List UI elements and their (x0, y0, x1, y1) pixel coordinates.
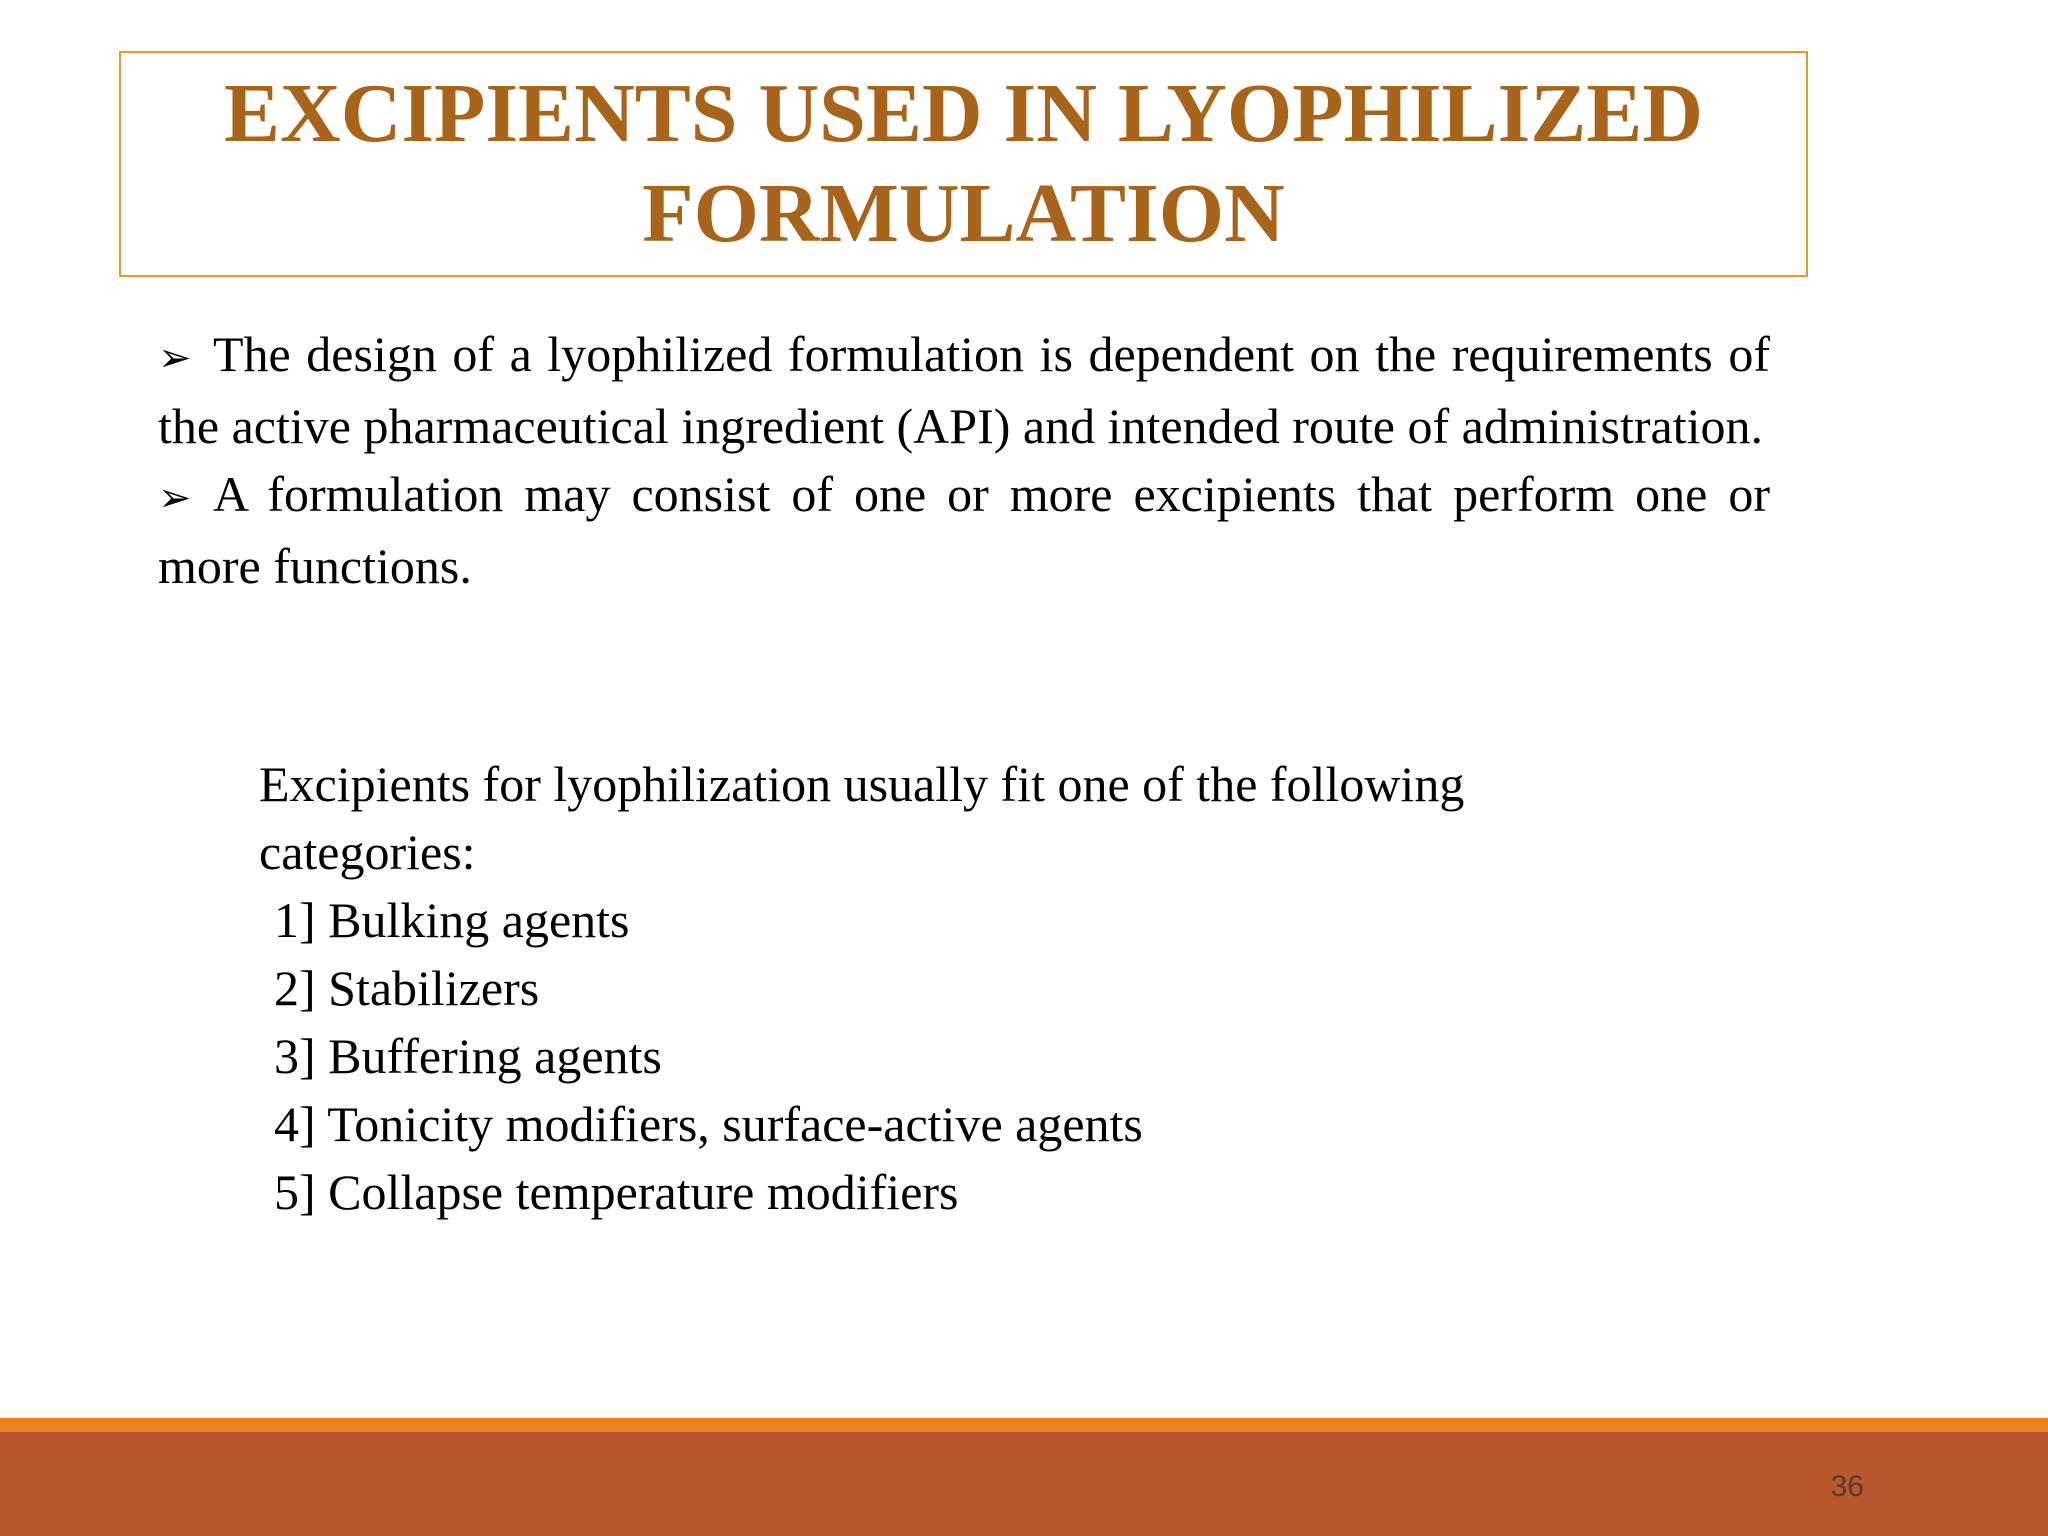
slide-title-line-1: EXCIPIENTS USED IN LYOPHILIZED (224, 67, 1703, 160)
footer-bar (0, 1432, 2048, 1536)
footer-accent-line (0, 1418, 2048, 1432)
categories-intro-line-2: categories: (259, 824, 476, 880)
arrow-bullet-icon: ➢ (158, 475, 192, 521)
category-item: 3] Buffering agents (274, 1028, 662, 1084)
bullet-text: The design of a lyophilized formulation is dependent on the requirements of the active pharmaceutical ingredient (API) and intended route of administration. (158, 326, 1770, 454)
title-box (119, 51, 1808, 277)
slide-title-line-2: FORMULATION (642, 167, 1285, 260)
category-item: 1] Bulking agents (274, 892, 630, 948)
categories-intro-line-1: Excipients for lyophilization usually fit one of the following (259, 756, 1465, 812)
page-number: 36 (1830, 1470, 1864, 1503)
arrow-bullet-icon: ➢ (158, 335, 192, 381)
bullet-list (158, 320, 1770, 600)
slide-title (224, 64, 1703, 264)
categories-block (259, 750, 1759, 1226)
bullet-item (158, 320, 1770, 460)
bullet-text: A formulation may consist of one or more excipients that perform one or more functions. (158, 466, 1770, 594)
category-item: 2] Stabilizers (274, 960, 540, 1016)
category-item: 5] Collapse temperature modifiers (274, 1164, 959, 1220)
category-item: 4] Tonicity modifiers, surface-active agents (274, 1096, 1143, 1152)
bullet-item (158, 460, 1770, 600)
